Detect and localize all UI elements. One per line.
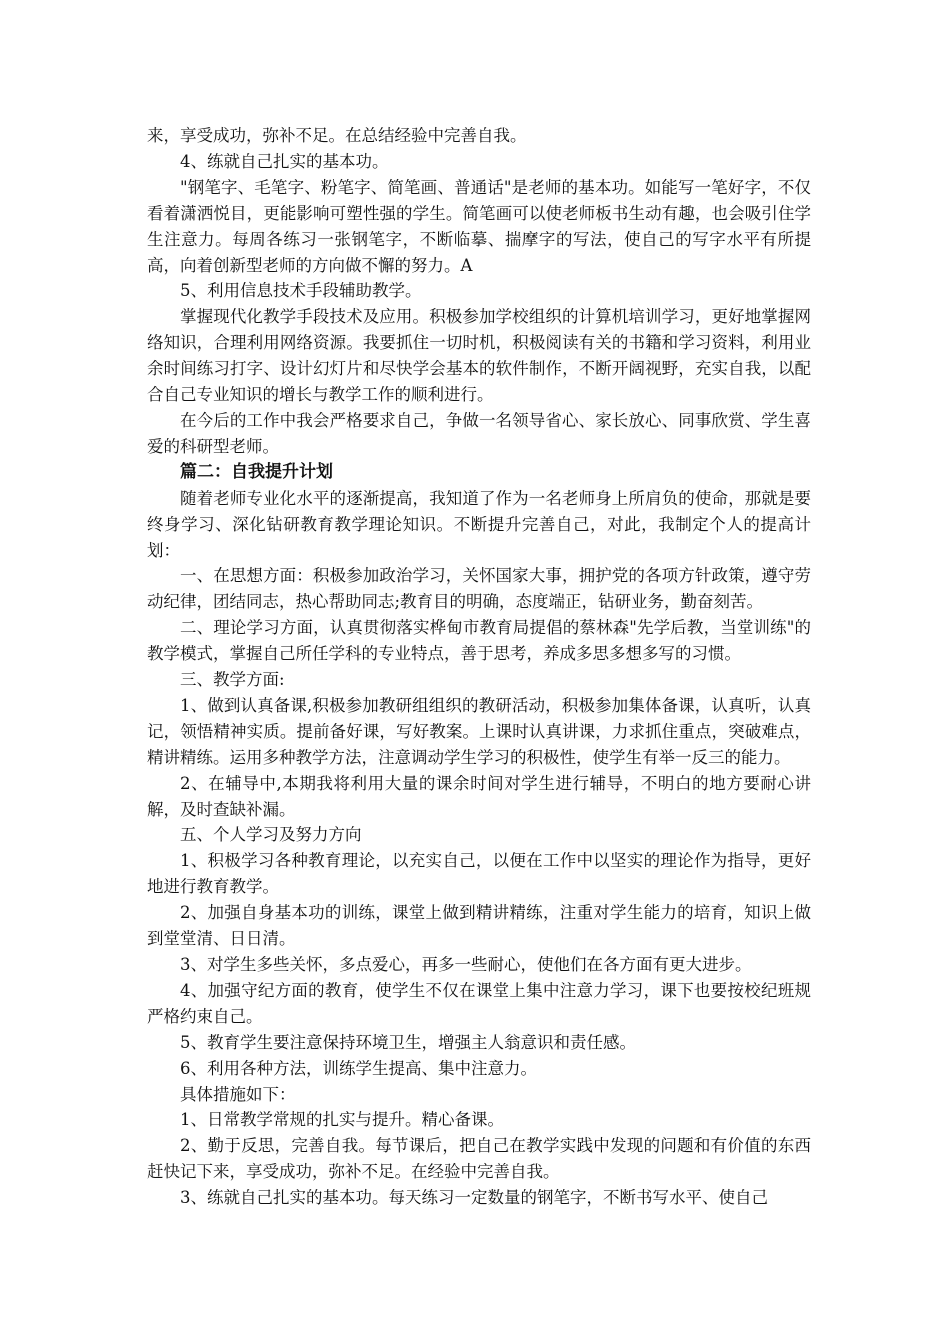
paragraph-9: 二、理论学习方面，认真贯彻落实桦甸市教育局提倡的蔡林森"先学后教，当堂训练"的教学模式，掌握自己所任学科的专业特点，善于思考，养成多思多想多写的习惯。: [147, 618, 811, 664]
paragraph-7: 随着老师专业化水平的逐渐提高，我知道了作为一名老师身上所肩负的使命，那就是要终身学习、深化钻研教育教学理论知识。不断提升完善自己，对此，我制定个人的提高计划：: [147, 488, 811, 560]
paragraph-18: 5、教育学生要注意保持环境卫生，增强主人翁意识和责任感。: [180, 1032, 636, 1052]
paragraph-16: 3、对学生多些关怀，多点爱心，再多一些耐心，使他们在各方面有更大进步。: [180, 955, 752, 974]
paragraph-10: 三、教学方面:: [180, 670, 285, 690]
paragraph-5: 掌握现代化教学手段技术及应用。积极参加学校组织的计算机培训学习，更好地掌握网络知识，合理利用网络资源。我要抓住一切时机，积极阅读有关的书籍和学习资料，利用业余时间练习打字、设计幻灯片和尽快学会基本的软件制作，不断开阔视野，充实自我，以配合自己专业知识的增长与教学工作的顺利进行。: [147, 307, 811, 405]
document-page: [147, 123, 811, 1211]
paragraph-23: 3、练就自己扎实的基本功。每天练习一定数量的钢笔字，不断书写水平、使自己: [180, 1188, 768, 1208]
paragraph-22: 2、勤于反思，完善自我。每节课后，把自己在教学实践中发现的问题和有价值的东西赶快记下来，享受成功，弥补不足。在经验中完善自我。: [147, 1136, 811, 1182]
section-heading: 篇二：自我提升计划: [180, 461, 333, 482]
paragraph-4: 5、利用信息技术手段辅助教学。: [180, 281, 422, 301]
paragraph-14: 1、积极学习各种教育理论，以充实自己，以便在工作中以坚实的理论作为指导，更好地进行教育教学。: [147, 851, 811, 897]
paragraph-21: 1、日常教学常规的扎实与提升。精心备课。: [180, 1110, 504, 1130]
paragraph-2: 4、练就自己扎实的基本功。: [180, 151, 389, 171]
paragraph-3: "钢笔字、毛笔字、粉笔字、简笔画、普通话"是老师的基本功。如能写一笔好字，不仅看着潇洒悦目，更能影响可塑性强的学生。简笔画可以使老师板书生动有趣，也会吸引住学生注意力。每周各练习一张钢笔字，不断临摹、揣摩字的写法，使自己的写字水平有所提高，向着创新型老师的方向做不懈的努力。A: [147, 177, 811, 275]
paragraph-13: 五、个人学习及努力方向: [180, 825, 362, 845]
paragraph-20: 具体措施如下：: [180, 1084, 296, 1104]
paragraph-15: 2、加强自身基本功的训练，课堂上做到精讲精练，注重对学生能力的培育，知识上做到堂堂清、日日清。: [147, 903, 811, 949]
paragraph-11: 1、做到认真备课,积极参加教研组组织的教研活动，积极参加集体备课，认真听，认真记，领悟精神实质。提前备好课，写好教案。上课时认真讲课，力求抓住重点，突破难点，精讲精练。运用多种教学方法，注意调动学生学习的积极性，使学生有举一反三的能力。: [147, 695, 811, 767]
paragraph-8: 一、在思想方面：积极参加政治学习，关怀国家大事，拥护党的各项方针政策，遵守劳动纪律，团结同志，热心帮助同志;教育目的明确，态度端正，钻研业务，勤奋刻苦。: [147, 566, 811, 612]
paragraph-6: 在今后的工作中我会严格要求自己，争做一名领导省心、家长放心、同事欣赏、学生喜爱的科研型老师。: [147, 410, 811, 456]
paragraph-17: 4、加强守纪方面的教育，使学生不仅在课堂上集中注意力学习，课下也要按校纪班规严格约束自己。: [147, 980, 811, 1026]
paragraph-12: 2、在辅导中,本期我将利用大量的课余时间对学生进行辅导，不明白的地方要耐心讲解，及时查缺补漏。: [147, 773, 811, 819]
paragraph-19: 6、利用各种方法，训练学生提高、集中注意力。: [180, 1058, 537, 1078]
paragraph-1: 来，享受成功，弥补不足。在总结经验中完善自我。: [147, 126, 527, 145]
